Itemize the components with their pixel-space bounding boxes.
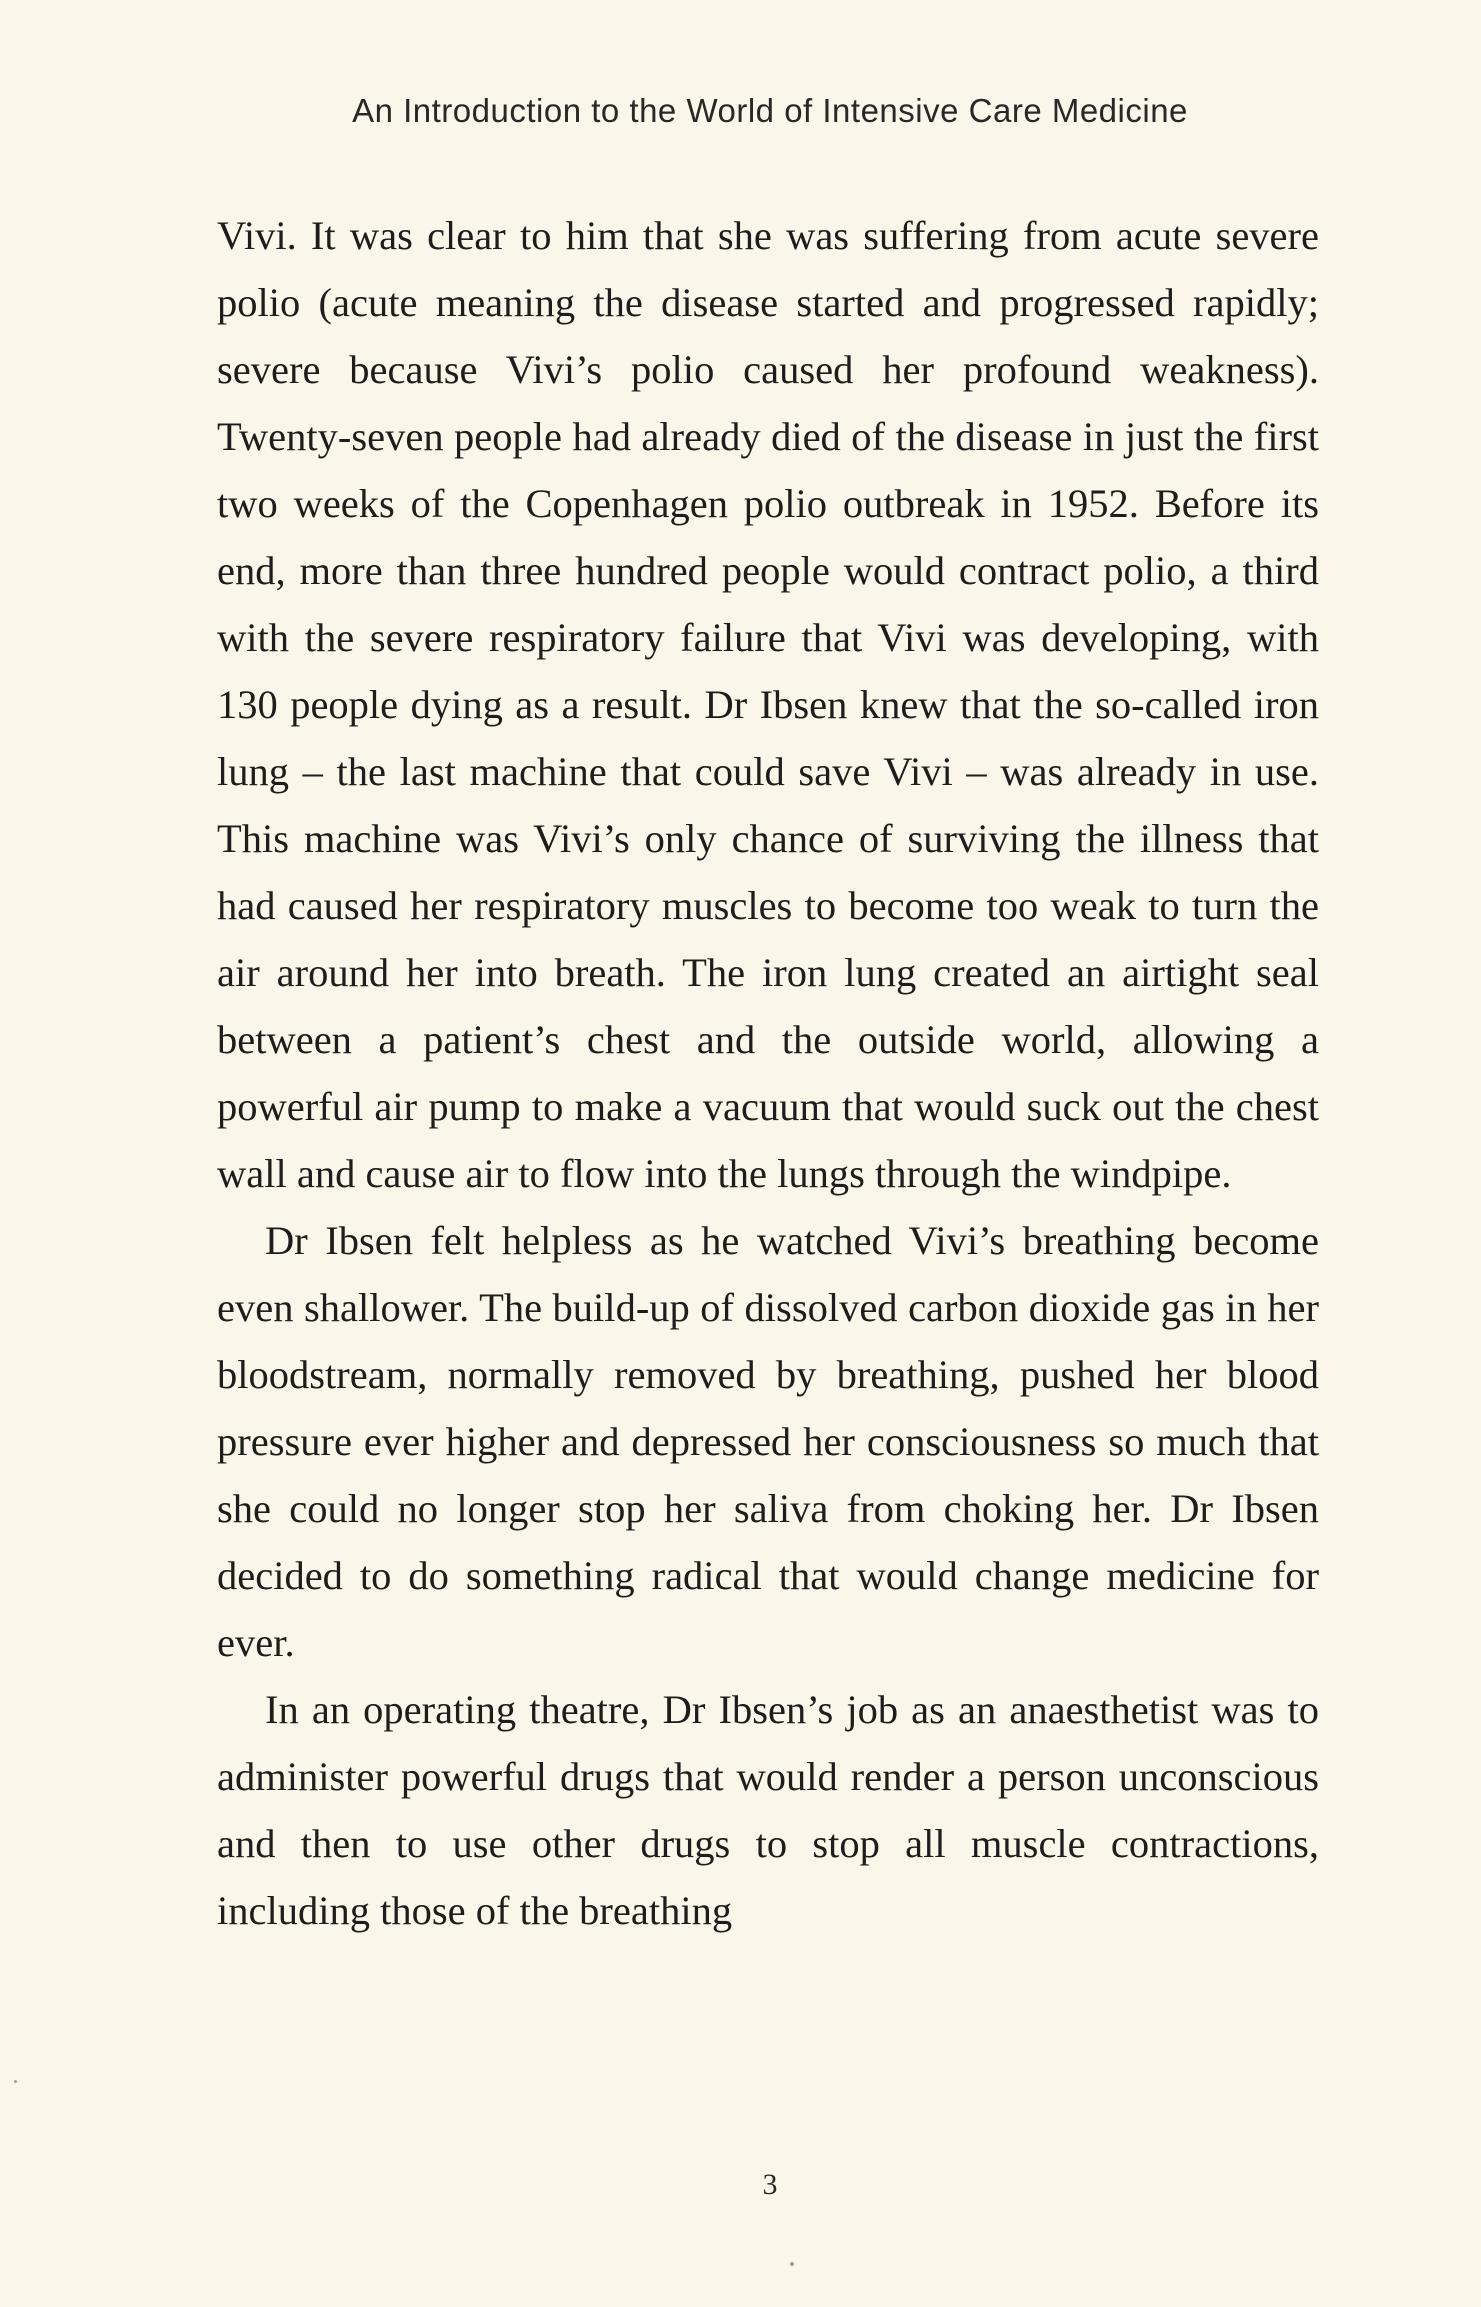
paper-speck bbox=[790, 2262, 794, 2266]
page-number: 3 bbox=[762, 2168, 778, 2201]
paragraph: Dr Ibsen felt helpless as he watched Vivi’s breathing become even shallower. The build-up of dissolved carbon dioxide gas in her bloodstream, normally removed by breathing, pushed her blood pressure ever higher and depressed her consciousness so much that she could no longer stop her saliva from choking her. Dr Ibsen decided to do something radical that would change medicine for ever. bbox=[217, 1218, 1319, 1665]
paragraph: In an operating theatre, Dr Ibsen’s job as an anaesthetist was to administer powerful drugs that would render a person unconscious and then to use other drugs to stop all muscle contractions, including those of the breathing bbox=[217, 1687, 1319, 1933]
running-header: An Introduction to the World of Intensive Care Medicine bbox=[352, 92, 1188, 129]
body-text bbox=[217, 202, 1319, 1944]
paper-speck bbox=[14, 2080, 17, 2083]
paragraph: Vivi. It was clear to him that she was suffering from acute severe polio (acute meaning the disease started and progressed rapidly; severe because Vivi’s polio caused her profound weakness). Twenty-seven people had already died of the disease in just the first two weeks of the Copenhagen polio outbreak in 1952. Before its end, more than three hundred people would contract polio, a third with the severe respiratory failure that Vivi was developing, with 130 people dying as a result. Dr Ibsen knew that the so-called iron lung – the last machine that could save Vivi – was already in use. This machine was Vivi’s only chance of surviving the illness that had caused her respiratory muscles to become too weak to turn the air around her into breath. The iron lung created an airtight seal between a patient’s chest and the outside world, allowing a powerful air pump to make a vacuum that would suck out the chest wall and cause air to flow into the lungs through the windpipe. bbox=[217, 213, 1319, 1196]
